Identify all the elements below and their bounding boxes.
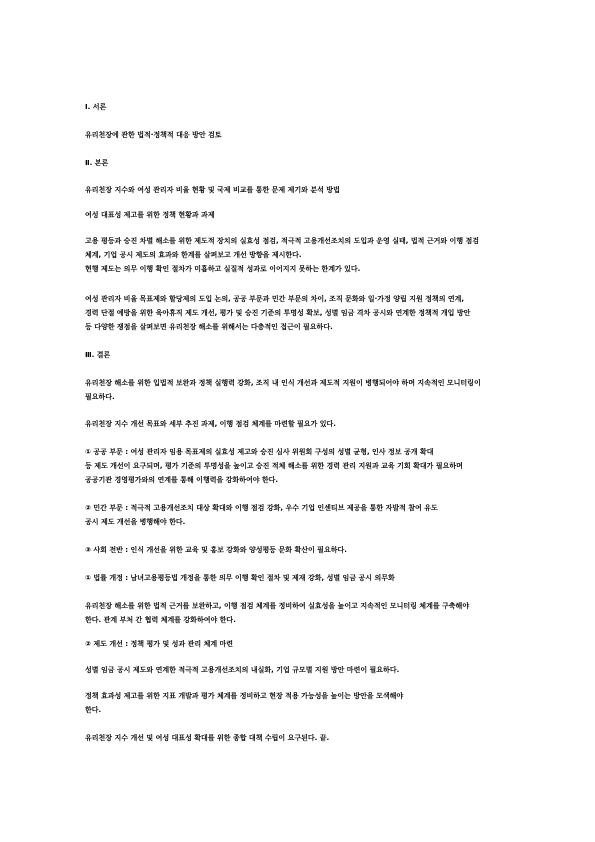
paragraph-line: 정책 효과성 제고를 위한 지표 개발과 평가 체계를 정비하고 현장 적용 가능성을 높이는 방안을 모색해야 [85,692,404,700]
numbered-item: ① 법률 개정 : 남녀고용평등법 개정을 통한 의무 이행 확인 절차 및 제재 강화, 성별 임금 공시 의무화 [85,574,395,582]
subheading: 여성 대표성 제고를 위한 정책 현황과 과제 [85,211,215,219]
paragraph-line: 고용 평등과 승진 차별 해소를 위한 제도적 장치의 실효성 점검, 적극적 고용개선조치의 도입과 운영 실태, 법적 근거와 이행 점검 [85,237,480,245]
document-title: 유리천장에 관한 법적·정책적 대응 방안 검토 [85,131,222,139]
paragraph-line: 유리천장 지수 개선 목표와 세부 추진 과제, 이행 점검 체계를 마련할 필요가 있다. [85,420,336,428]
paragraph-line: 유리천장 해소를 위한 입법적 보완과 정책 실행력 강화, 조직 내 인식 개선과 제도적 지원이 병행되어야 하며 지속적인 모니터링이 [85,379,481,387]
paragraph-line: 유리천장 지수 개선 및 여성 대표성 확대를 위한 종합 대책 수립이 요구된다. 끝. [85,734,330,742]
section-heading-conclusion: Ⅲ. 결론 [85,351,111,359]
paragraph-line: 공공기관 경영평가와의 연계를 통해 이행력을 강화하여야 한다. [85,476,279,484]
numbered-item: ② 제도 개선 : 정책 평가 및 성과 관리 체계 마련 [85,640,234,648]
section-heading-body: Ⅱ. 본론 [85,159,109,167]
paragraph-line: 한다. [85,706,102,714]
paragraph-line: 유리천장 해소를 위한 법적 근거를 보완하고, 이행 점검 체계를 정비하여 실효성을 높이고 지속적인 모니터링 체계를 구축해야 [85,602,470,610]
paragraph-line: 등 다양한 쟁점을 살펴보면 유리천장 해소를 위해서는 다층적인 접근이 필요하다. [85,323,333,331]
paragraph-line: 현행 제도는 의무 이행 확인 절차가 미흡하고 실질적 성과로 이어지지 못하는 한계가 있다. [85,265,361,273]
paragraph-line: 체계, 기업 공시 제도의 효과와 한계를 살펴보고 개선 방향을 제시한다. [85,251,302,259]
paragraph-line: 한다. 관계 부처 간 협력 체계를 강화하여야 한다. [85,616,236,624]
numbered-item: ① 공공 부문 : 여성 관리자 임용 목표제의 실효성 제고와 승진 심사 위원회 구성의 성별 균형, 인사 정보 공개 확대 [85,448,434,456]
paragraph-line: 유리천장 지수와 여성 관리자 비율 현황 및 국제 비교를 통한 문제 제기와 분석 방법 [85,186,340,194]
numbered-item: ② 민간 부문 : 적극적 고용개선조치 대상 확대와 이행 점검 강화, 우수 기업 인센티브 제공을 통한 자발적 참여 유도 [85,504,438,512]
paragraph-line: 등 제도 개선이 요구되며, 평가 기준의 투명성을 높이고 승진 적체 해소를 위한 경력 관리 지원과 교육 기회 확대가 필요하며 [85,462,463,470]
paragraph-line: 경력 단절 예방을 위한 육아휴직 제도 개선, 평가 및 승진 기준의 투명성 확보, 성별 임금 격차 공시와 연계한 정책적 개입 방안 [85,309,471,317]
paragraph-line: ③ 사회 전반 : 인식 개선을 위한 교육 및 홍보 강화와 양성평등 문화 확산이 필요하다. [85,546,347,554]
paragraph-line: 공시 제도 개선을 병행해야 한다. [85,518,186,526]
section-heading-intro: Ⅰ. 서론 [85,103,107,111]
paragraph-line: 필요하다. [85,393,115,401]
paragraph-line: 성별 임금 공시 제도와 연계한 적극적 고용개선조치의 내실화, 기업 규모별 지원 방안 마련이 필요하다. [85,666,400,674]
paragraph-line: 여성 관리자 비율 목표제와 할당제의 도입 논의, 공공 부문과 민간 부문의 차이, 조직 문화와 일·가정 양립 지원 정책의 연계, [85,295,465,303]
